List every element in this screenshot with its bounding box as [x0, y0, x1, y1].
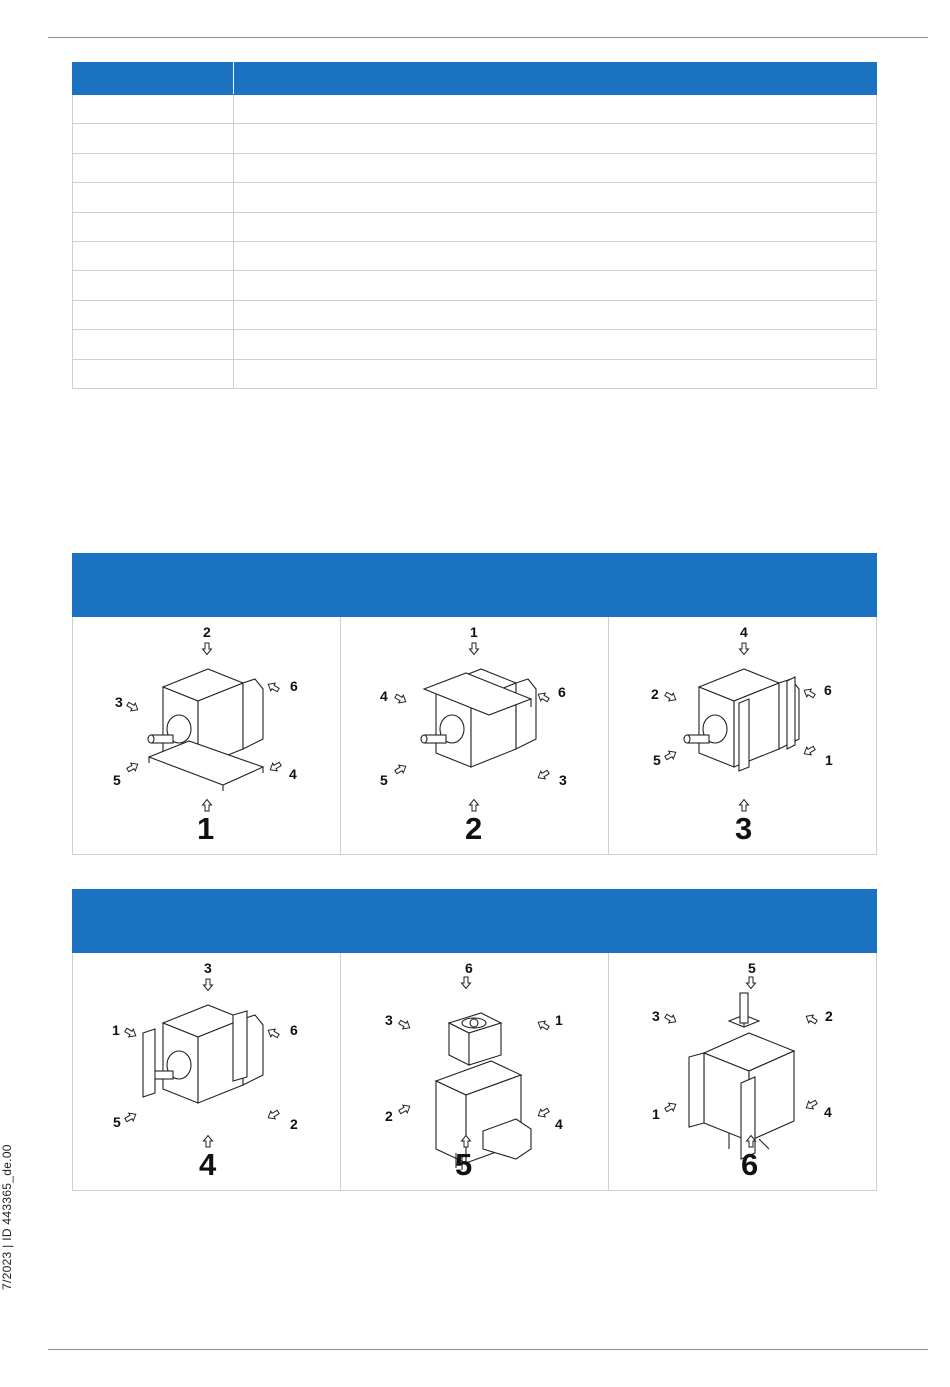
- direction-label: 2: [825, 1008, 833, 1024]
- direction-arrow-icon: [536, 1106, 550, 1120]
- position-cell: [609, 617, 877, 855]
- gearbox-drawing: [436, 1013, 531, 1170]
- direction-label: 1: [555, 1012, 563, 1028]
- direction-arrow-icon: [740, 643, 749, 655]
- direction-label: 6: [824, 682, 832, 698]
- position-header: [609, 554, 877, 617]
- table-row: [73, 359, 877, 388]
- mounting-position-drawing: [341, 953, 608, 1190]
- direction-label: 3: [115, 694, 123, 710]
- spec-table-header: [73, 63, 877, 95]
- direction-arrow-icon: [664, 1100, 678, 1114]
- direction-label: 4: [555, 1116, 563, 1132]
- direction-arrow-icon: [804, 1012, 818, 1026]
- table-row: [73, 183, 877, 212]
- gearbox-drawing: [689, 993, 794, 1159]
- direction-label: 2: [385, 1108, 393, 1124]
- position-number: 1: [197, 811, 215, 846]
- position-header: [609, 890, 877, 953]
- table-row: [73, 330, 877, 359]
- direction-arrow-icon: [470, 800, 479, 812]
- position-header: [73, 890, 341, 953]
- direction-arrow-icon: [268, 760, 282, 774]
- direction-arrow-icon: [740, 800, 749, 812]
- table-row: [73, 241, 877, 270]
- gearbox-drawing: [148, 669, 263, 791]
- direction-arrow-icon: [804, 1098, 818, 1112]
- direction-arrow-icon: [802, 686, 816, 700]
- direction-arrow-icon: [204, 979, 213, 991]
- direction-label: 5: [380, 772, 388, 788]
- direction-arrow-icon: [536, 1018, 550, 1032]
- direction-arrow-icon: [126, 700, 140, 714]
- direction-label: 5: [113, 1114, 121, 1130]
- direction-label: 2: [203, 624, 211, 640]
- direction-label: 4: [740, 624, 748, 640]
- direction-arrow-icon: [203, 643, 212, 655]
- position-cell: [341, 953, 609, 1191]
- direction-arrow-icon: [664, 748, 678, 762]
- direction-arrow-icon: [394, 692, 408, 706]
- position-number: 3: [735, 811, 753, 846]
- position-number: 4: [199, 1147, 217, 1182]
- direction-arrow-icon: [470, 643, 479, 655]
- gearbox-drawing: [143, 1005, 263, 1103]
- direction-label: 5: [748, 960, 756, 976]
- direction-arrow-icon: [266, 1108, 280, 1122]
- table-row: [73, 95, 877, 124]
- direction-arrow-icon: [266, 1026, 280, 1040]
- position-number: 5: [455, 1147, 473, 1182]
- position-number: 2: [465, 811, 483, 846]
- direction-label: 5: [113, 772, 121, 788]
- direction-arrow-icon: [203, 800, 212, 812]
- position-number: 6: [741, 1147, 759, 1182]
- top-rule: [48, 37, 928, 38]
- direction-label: 6: [290, 678, 298, 694]
- direction-label: 1: [112, 1022, 120, 1038]
- direction-arrow-icon: [394, 762, 408, 776]
- direction-label: 2: [290, 1116, 298, 1132]
- position-header: [73, 554, 341, 617]
- document-id: 7/2023 | ID 443365_de.00: [0, 1144, 14, 1290]
- bottom-rule: [48, 1349, 928, 1350]
- direction-arrow-icon: [398, 1018, 412, 1032]
- table-row: [73, 271, 877, 300]
- direction-arrow-icon: [747, 977, 756, 989]
- direction-arrow-icon: [536, 768, 550, 782]
- direction-label: 1: [470, 624, 478, 640]
- direction-arrow-icon: [664, 690, 678, 704]
- position-cell: [609, 953, 877, 1191]
- direction-label: 6: [558, 684, 566, 700]
- mounting-positions-grid-1: [72, 553, 877, 855]
- direction-label: 1: [652, 1106, 660, 1122]
- table-row: [73, 153, 877, 182]
- direction-label: 4: [824, 1104, 832, 1120]
- direction-arrow-icon: [266, 680, 280, 694]
- spec-table: [72, 62, 877, 389]
- direction-arrow-icon: [536, 690, 550, 704]
- direction-arrow-icon: [398, 1102, 412, 1116]
- direction-arrow-icon: [124, 1110, 138, 1124]
- direction-label: 3: [652, 1008, 660, 1024]
- gearbox-drawing: [421, 669, 536, 767]
- direction-arrow-icon: [126, 760, 140, 774]
- position-cell: [341, 617, 609, 855]
- table-row: [73, 124, 877, 153]
- table-row: [73, 300, 877, 329]
- direction-arrow-icon: [124, 1026, 138, 1040]
- mounting-positions-grid-2: [72, 889, 877, 1191]
- direction-label: 2: [651, 686, 659, 702]
- position-cell: [73, 953, 341, 1191]
- direction-label: 1: [825, 752, 833, 768]
- direction-label: 6: [290, 1022, 298, 1038]
- table-row: [73, 212, 877, 241]
- position-header: [341, 554, 609, 617]
- direction-label: 3: [385, 1012, 393, 1028]
- direction-label: 3: [204, 960, 212, 976]
- direction-label: 4: [289, 766, 297, 782]
- gearbox-drawing: [684, 669, 799, 771]
- direction-arrow-icon: [204, 1136, 213, 1148]
- direction-arrow-icon: [664, 1012, 678, 1026]
- direction-label: 6: [465, 960, 473, 976]
- position-header: [341, 890, 609, 953]
- direction-arrow-icon: [802, 744, 816, 758]
- direction-label: 5: [653, 752, 661, 768]
- direction-label: 4: [380, 688, 388, 704]
- direction-arrow-icon: [462, 977, 471, 989]
- direction-label: 3: [559, 772, 567, 788]
- position-cell: [73, 617, 341, 855]
